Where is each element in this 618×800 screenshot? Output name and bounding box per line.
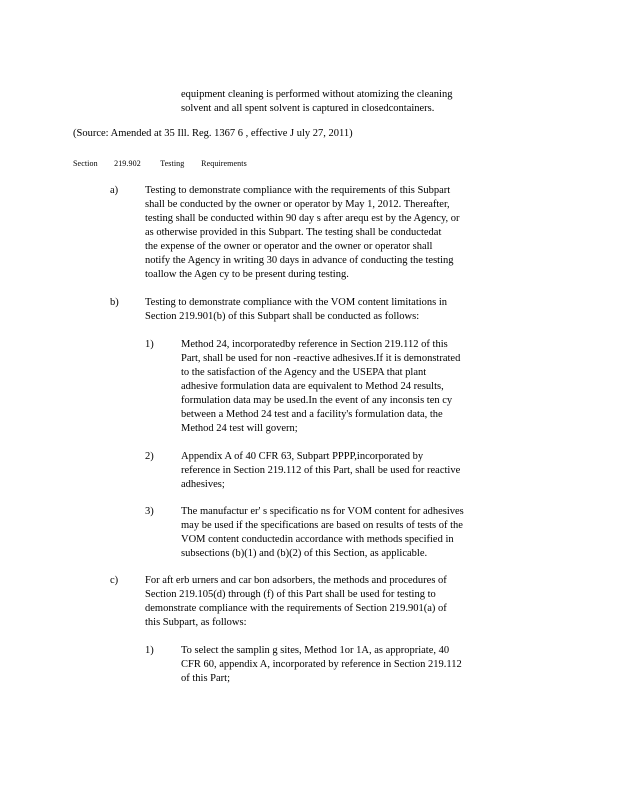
text-line: as otherwise provided in this Subpart. The testing shall be conductedat [145,227,442,238]
subitem-label: 1) [145,645,154,656]
item-label: b) [110,297,119,308]
text-line: Section 219.105(d) through (f) of this Part shall be used for testing to [145,589,436,600]
item-label: a) [110,185,119,196]
source-note [73,127,353,141]
continuation-text [181,88,452,116]
text-line: toallow the Agen cy to be present during testing. [145,269,349,280]
text-line: this Subpart, as follows: [145,617,247,628]
text-line: Method 24 test will govern; [181,423,298,434]
text-line: solvent and all spent solvent is captured in closedcontainers. [181,103,435,114]
subitem-label: 1) [145,339,154,350]
subitem-c1-text [181,644,462,686]
text-line: the expense of the owner or operator and the owner or operator shall [145,241,433,252]
text-line: For aft erb urners and car bon adsorbers, the methods and procedures of [145,575,447,586]
section-number: 219.902 [114,159,141,168]
text-line: between a Method 24 test and a facility's formulation data, the [181,409,443,420]
item-c-text [145,574,447,630]
subitem-b1-text [181,338,460,436]
source-note-text: (Source: Amended at 35 Ill. Reg. 1367 6 , effective J uly 27, 2011) [73,128,353,139]
section-word: Section [73,159,98,168]
text-line: VOM content conductedin accordance with methods specified in [181,534,454,545]
text-line: shall be conducted by the owner or operator by May 1, 2012. Thereafter, [145,199,450,210]
text-line: Method 24, incorporatedby reference in Section 219.112 of this [181,339,448,350]
item-b-text [145,296,447,324]
text-line: equipment cleaning is performed without atomizing the cleaning [181,89,453,100]
subitem-b2-text [181,450,460,492]
text-line: adhesives; [181,479,225,490]
item-a-text [145,184,460,282]
text-line: to the satisfaction of the Agency and the USEPA that plant [181,367,427,378]
section-heading [73,157,247,171]
text-line: To select the samplin g sites, Method 1or 1A, as appropriate, 40 [181,645,450,656]
text-line: Testing to demonstrate compliance with the VOM content limitations in [145,297,448,308]
text-line: Testing to demonstrate compliance with the requirements of this Subpart [145,185,451,196]
item-label: c) [110,575,119,586]
text-line: Section 219.901(b) of this Subpart shall be conducted as follows: [145,311,420,322]
text-line: Part, shall be used for non -reactive adhesives.If it is demonstrated [181,353,461,364]
text-line: notify the Agency in writing 30 days in advance of conducting the testing [145,255,454,266]
subitem-label: 3) [145,506,154,517]
text-line: demonstrate compliance with the requirements of Section 219.901(a) of [145,603,447,614]
text-line: CFR 60, appendix A, incorporated by reference in Section 219.112 [181,659,462,670]
subitem-label: 2) [145,451,154,462]
section-title: Testing Requirements [160,159,247,168]
text-line: formulation data may be used.In the event of any inconsis ten cy [181,395,453,406]
text-line: subsections (b)(1) and (b)(2) of this Section, as applicable. [181,548,428,559]
text-line: of this Part; [181,673,230,684]
text-line: Appendix A of 40 CFR 63, Subpart PPPP,incorporated by [181,451,424,462]
text-line: may be used if the specifications are based on results of tests of the [181,520,463,531]
text-line: adhesive formulation data are equivalent to Method 24 results, [181,381,444,392]
text-line: The manufactur er' s specificatio ns for VOM content for adhesives [181,506,464,517]
text-line: testing shall be conducted within 90 day s after arequ est by the Agency, or [145,213,460,224]
text-line: reference in Section 219.112 of this Part, shall be used for reactive [181,465,461,476]
subitem-b3-text [181,505,464,561]
